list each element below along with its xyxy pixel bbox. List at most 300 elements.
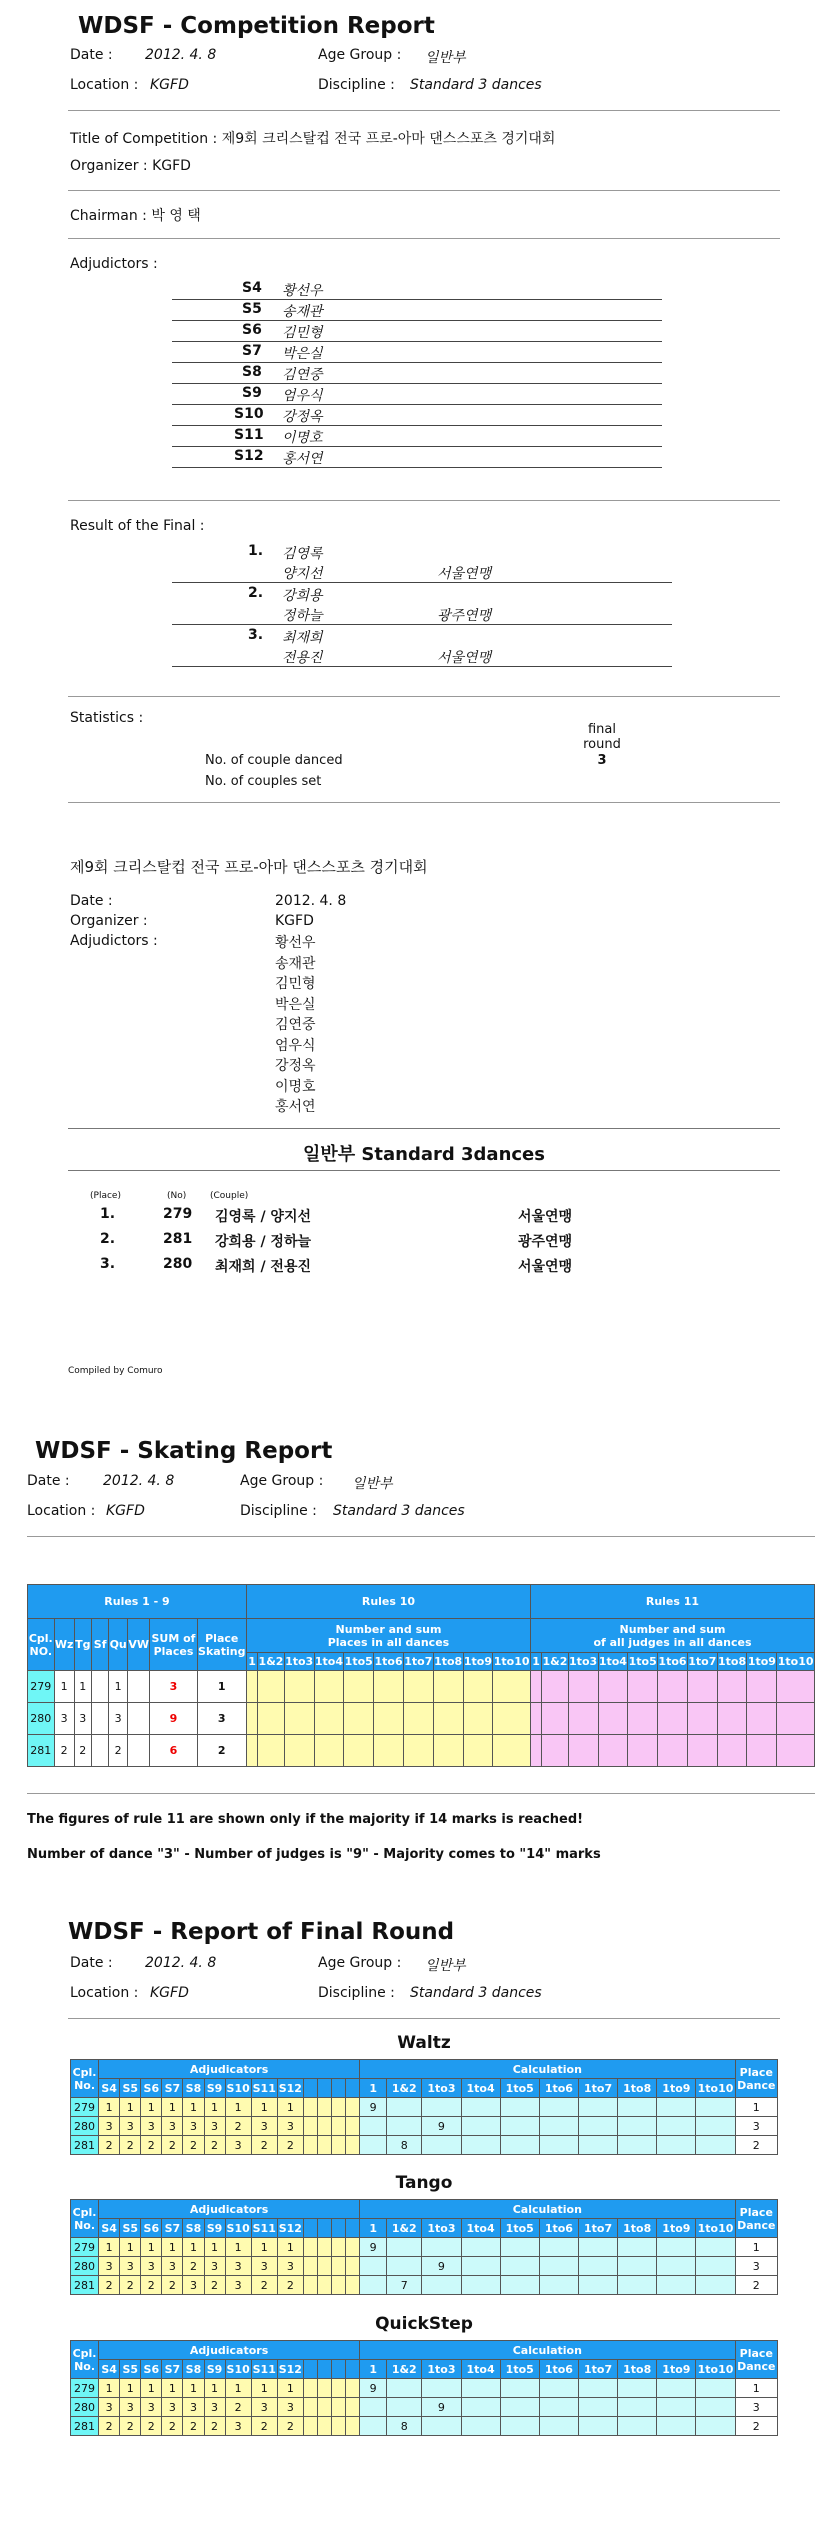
calc-cell bbox=[360, 2398, 387, 2417]
skating-wz: 1 bbox=[54, 1671, 74, 1703]
judge-col-header: S4 bbox=[99, 2219, 120, 2238]
skating-sum: 6 bbox=[150, 1735, 197, 1767]
calc-cell bbox=[696, 2136, 735, 2155]
result-club: 서울연맹 bbox=[437, 650, 492, 666]
judge-col-header: S5 bbox=[120, 2360, 141, 2379]
calc-cell bbox=[360, 2136, 387, 2155]
judge-mark: 3 bbox=[99, 2398, 120, 2417]
judge-mark: 2 bbox=[277, 2136, 303, 2155]
calc-col-header: 1to8 bbox=[618, 2079, 657, 2098]
rules-11-header: Rules 11 bbox=[530, 1585, 814, 1619]
calc-cell bbox=[500, 2136, 539, 2155]
summary-couple: 최재희 / 전용진 bbox=[215, 1259, 312, 1275]
calc-cell bbox=[500, 2117, 539, 2136]
couple-no: 279 bbox=[71, 2379, 99, 2398]
r11-col: 1to9 bbox=[747, 1653, 777, 1671]
calc-cell bbox=[578, 2417, 617, 2436]
calc-col-header: 1to6 bbox=[539, 2360, 578, 2379]
summary-place: 2. bbox=[100, 1231, 116, 1247]
report2-title: WDSF - Skating Report bbox=[35, 1438, 333, 1464]
calc-cell bbox=[461, 2257, 500, 2276]
calc-cell: 9 bbox=[422, 2257, 461, 2276]
summary-heading: 일반부 Standard 3dances bbox=[303, 1144, 545, 1165]
calc-cell bbox=[539, 2417, 578, 2436]
calc-cell bbox=[500, 2417, 539, 2436]
judge-mark: 1 bbox=[120, 2379, 141, 2398]
r10-col: 1to9 bbox=[463, 1653, 493, 1671]
judge-mark: 3 bbox=[183, 2117, 204, 2136]
r11-col: 1&2 bbox=[542, 1653, 569, 1671]
judge-mark: 1 bbox=[251, 2098, 277, 2117]
skating-sum: 9 bbox=[150, 1703, 197, 1735]
place-dance: 2 bbox=[735, 2417, 777, 2436]
place-dance-header: Place Dance bbox=[735, 2341, 777, 2379]
empty-judge-cell bbox=[346, 2136, 360, 2155]
adjudicator-name: 강정옥 bbox=[282, 409, 323, 425]
result-lead: 강희용 bbox=[282, 588, 323, 604]
adjudicator-row bbox=[172, 301, 662, 321]
divider bbox=[27, 1536, 815, 1537]
empty-judge-cell bbox=[317, 2417, 331, 2436]
chairman-value: 박 영 택 bbox=[151, 208, 201, 224]
report2-location: KGFD bbox=[106, 1503, 145, 1519]
skating-vw bbox=[127, 1671, 150, 1703]
judge-mark: 2 bbox=[183, 2136, 204, 2155]
skating-table bbox=[27, 1584, 815, 1767]
calc-cell bbox=[539, 2136, 578, 2155]
divider bbox=[68, 2018, 780, 2019]
calc-cell bbox=[696, 2098, 735, 2117]
adjudicator-code: S9 bbox=[242, 385, 262, 401]
summary-adjudicator: 이명호 bbox=[275, 1078, 316, 1095]
summary-adjudicator: 송재관 bbox=[275, 955, 316, 972]
calc-cell: 9 bbox=[360, 2238, 387, 2257]
skating-sf bbox=[91, 1671, 108, 1703]
judge-mark: 3 bbox=[277, 2398, 303, 2417]
summary-adjudicator: 김연중 bbox=[275, 1017, 316, 1033]
judge-mark: 3 bbox=[251, 2117, 277, 2136]
adjudicator-row bbox=[172, 448, 662, 468]
adjudicator-row bbox=[172, 427, 662, 447]
result-club: 광주연맹 bbox=[437, 608, 492, 624]
calc-cell bbox=[578, 2257, 617, 2276]
judge-col-header: S9 bbox=[204, 2079, 225, 2098]
dance-title: QuickStep bbox=[375, 2314, 473, 2334]
judge-mark: 3 bbox=[225, 2257, 251, 2276]
adjudicator-code: S7 bbox=[242, 343, 262, 359]
skating-tg: 1 bbox=[74, 1671, 91, 1703]
final-round-table bbox=[70, 2059, 778, 2155]
summary-adjudicator: 박은실 bbox=[275, 996, 316, 1013]
place-dance: 3 bbox=[735, 2117, 777, 2136]
calc-cell bbox=[657, 2136, 696, 2155]
calc-cell bbox=[696, 2117, 735, 2136]
col-cpl-no: Cpl. NO. bbox=[28, 1619, 55, 1671]
skating-sf bbox=[91, 1703, 108, 1735]
calc-cell bbox=[539, 2117, 578, 2136]
calc-cell bbox=[539, 2379, 578, 2398]
summary-col-no: (No) bbox=[167, 1191, 187, 1201]
summary-adjudicator: 강정옥 bbox=[275, 1058, 316, 1074]
calc-col-header: 1to10 bbox=[696, 2219, 735, 2238]
calc-cell bbox=[618, 2276, 657, 2295]
calc-cell bbox=[387, 2117, 422, 2136]
summary-adjudicator: 황선우 bbox=[275, 935, 316, 951]
report1-location: KGFD bbox=[150, 77, 189, 93]
summary-place: 3. bbox=[100, 1256, 116, 1272]
place-dance: 1 bbox=[735, 2238, 777, 2257]
r10-col: 1to7 bbox=[403, 1653, 433, 1671]
result-lead: 김영록 bbox=[282, 546, 323, 562]
dance-title: Tango bbox=[395, 2173, 453, 2193]
calc-cell: 9 bbox=[422, 2398, 461, 2417]
rules-1-9-header: Rules 1 - 9 bbox=[28, 1585, 247, 1619]
chairman-label: Chairman : bbox=[70, 208, 152, 224]
couple-no: 281 bbox=[71, 2136, 99, 2155]
calc-cell bbox=[387, 2257, 422, 2276]
r10-col: 1to6 bbox=[374, 1653, 404, 1671]
calc-col-header: 1to9 bbox=[657, 2360, 696, 2379]
judge-mark: 2 bbox=[120, 2417, 141, 2436]
report2-age-label: Age Group : bbox=[240, 1473, 324, 1489]
empty-judge-cell bbox=[317, 2098, 331, 2117]
col-sum: SUM of Places bbox=[150, 1619, 197, 1671]
couple-no: 279 bbox=[71, 2098, 99, 2117]
skating-sf bbox=[91, 1735, 108, 1767]
adjudicator-code: S6 bbox=[242, 322, 262, 338]
judge-mark: 2 bbox=[141, 2417, 162, 2436]
couple-no: 281 bbox=[71, 2417, 99, 2436]
organizer-value: KGFD bbox=[152, 158, 191, 174]
skating-place: 2 bbox=[197, 1735, 247, 1767]
skating-qu: 2 bbox=[109, 1735, 128, 1767]
judge-mark: 1 bbox=[277, 2098, 303, 2117]
adjudicator-name: 황선우 bbox=[282, 283, 323, 299]
empty-judge-cell bbox=[332, 2238, 346, 2257]
calc-cell bbox=[461, 2276, 500, 2295]
summary-organizer-label: Organizer : bbox=[70, 913, 148, 929]
adjudicator-name: 홍서연 bbox=[282, 451, 323, 467]
calc-cell bbox=[461, 2238, 500, 2257]
place-dance: 3 bbox=[735, 2398, 777, 2417]
judge-col-header: S8 bbox=[183, 2079, 204, 2098]
report3-date: 2012. 4. 8 bbox=[145, 1955, 217, 1971]
report3-age: 일반부 bbox=[425, 1958, 466, 1974]
calc-cell bbox=[500, 2238, 539, 2257]
adjudicators-header: Adjudicators bbox=[99, 2341, 360, 2360]
calc-cell bbox=[578, 2276, 617, 2295]
report1-age: 일반부 bbox=[425, 50, 466, 66]
final-round-row bbox=[71, 2379, 778, 2398]
result-label: Result of the Final : bbox=[70, 518, 205, 534]
calc-cell bbox=[696, 2276, 735, 2295]
empty-judge-cell bbox=[317, 2398, 331, 2417]
rules-10-header: Rules 10 bbox=[247, 1585, 531, 1619]
judge-col-header: S12 bbox=[277, 2360, 303, 2379]
col-vw: VW bbox=[127, 1619, 150, 1671]
empty-judge-cell bbox=[303, 2098, 317, 2117]
judge-mark: 2 bbox=[251, 2136, 277, 2155]
summary-col-place: (Place) bbox=[90, 1191, 121, 1201]
final-round-row bbox=[71, 2417, 778, 2436]
place-dance: 1 bbox=[735, 2098, 777, 2117]
calc-cell bbox=[539, 2276, 578, 2295]
calc-cell bbox=[618, 2136, 657, 2155]
calc-col-header: 1to7 bbox=[578, 2079, 617, 2098]
result-club: 서울연맹 bbox=[437, 566, 492, 582]
adjudicator-row bbox=[172, 385, 662, 405]
empty-judge-cell bbox=[346, 2238, 360, 2257]
judge-mark: 1 bbox=[225, 2098, 251, 2117]
report2-location-label: Location : bbox=[27, 1503, 96, 1519]
result-partner: 정하늘 bbox=[282, 608, 323, 624]
judge-mark: 3 bbox=[251, 2257, 277, 2276]
organizer-line bbox=[70, 158, 191, 174]
stats-row2-label: No. of couples set bbox=[205, 774, 322, 789]
calc-cell bbox=[618, 2379, 657, 2398]
place-dance: 2 bbox=[735, 2276, 777, 2295]
judge-mark: 2 bbox=[120, 2136, 141, 2155]
calc-col-header: 1to3 bbox=[422, 2079, 461, 2098]
empty-judge-cell bbox=[332, 2098, 346, 2117]
summary-adjudicator: 엄우식 bbox=[275, 1037, 316, 1054]
calc-col-header: 1&2 bbox=[387, 2079, 422, 2098]
judge-mark: 2 bbox=[251, 2417, 277, 2436]
result-place: 2. bbox=[248, 585, 264, 601]
judge-mark: 2 bbox=[99, 2136, 120, 2155]
r10-col: 1to4 bbox=[314, 1653, 344, 1671]
skating-tg: 2 bbox=[74, 1735, 91, 1767]
judge-col-header: S7 bbox=[162, 2079, 183, 2098]
skating-wz: 3 bbox=[54, 1703, 74, 1735]
judge-col-header: S4 bbox=[99, 2360, 120, 2379]
r11-col: 1to7 bbox=[687, 1653, 717, 1671]
judge-mark: 2 bbox=[183, 2257, 204, 2276]
final-round-table bbox=[70, 2199, 778, 2295]
toc-label: Title of Competition : bbox=[70, 131, 222, 147]
empty-judge-cell bbox=[303, 2117, 317, 2136]
skating-tg: 3 bbox=[74, 1703, 91, 1735]
empty-judge-cell bbox=[346, 2276, 360, 2295]
stats-column-header bbox=[572, 722, 632, 752]
judge-mark: 3 bbox=[141, 2117, 162, 2136]
judge-mark: 2 bbox=[162, 2276, 183, 2295]
calc-cell bbox=[578, 2238, 617, 2257]
judge-mark: 3 bbox=[277, 2257, 303, 2276]
report2-date-label: Date : bbox=[27, 1473, 70, 1489]
cpl-no-header: Cpl. No. bbox=[71, 2060, 99, 2098]
judge-mark: 3 bbox=[277, 2117, 303, 2136]
summary-adjudicator: 김민형 bbox=[275, 976, 316, 992]
calc-cell bbox=[360, 2417, 387, 2436]
skating-note-1: The figures of rule 11 are shown only if the majority if 14 marks is reached! bbox=[27, 1812, 584, 1827]
report3-date-label: Date : bbox=[70, 1955, 113, 1971]
r11-col: 1to4 bbox=[598, 1653, 628, 1671]
empty-judge-cell bbox=[303, 2238, 317, 2257]
adjudicator-row bbox=[172, 322, 662, 342]
calc-col-header: 1to3 bbox=[422, 2360, 461, 2379]
calc-cell bbox=[461, 2117, 500, 2136]
r10-col: 1to8 bbox=[433, 1653, 463, 1671]
empty-judge-cell bbox=[332, 2398, 346, 2417]
report3-discipline-label: Discipline : bbox=[318, 1985, 395, 2001]
divider bbox=[68, 500, 780, 501]
calc-cell bbox=[539, 2098, 578, 2117]
calc-cell bbox=[461, 2417, 500, 2436]
summary-no: 280 bbox=[163, 1256, 193, 1272]
calc-cell bbox=[578, 2379, 617, 2398]
empty-judge-cell bbox=[317, 2136, 331, 2155]
judge-mark: 3 bbox=[183, 2276, 204, 2295]
stats-column-header-line: round bbox=[583, 737, 621, 752]
calc-cell bbox=[657, 2098, 696, 2117]
calc-col-header: 1to4 bbox=[461, 2079, 500, 2098]
empty-judge-cell bbox=[346, 2117, 360, 2136]
calc-col-header: 1to9 bbox=[657, 2079, 696, 2098]
adjudicators-header: Adjudicators bbox=[99, 2060, 360, 2079]
calc-cell bbox=[500, 2098, 539, 2117]
skating-vw bbox=[127, 1735, 150, 1767]
result-lead: 최재희 bbox=[282, 630, 323, 646]
calc-col-header: 1 bbox=[360, 2219, 387, 2238]
calc-cell bbox=[539, 2238, 578, 2257]
calc-cell bbox=[360, 2117, 387, 2136]
judge-mark: 3 bbox=[162, 2398, 183, 2417]
calc-col-header: 1to3 bbox=[422, 2219, 461, 2238]
skating-qu: 3 bbox=[109, 1703, 128, 1735]
skating-row bbox=[28, 1671, 815, 1703]
judge-col-header: S8 bbox=[183, 2360, 204, 2379]
calculation-header: Calculation bbox=[360, 2060, 736, 2079]
judge-mark: 2 bbox=[183, 2417, 204, 2436]
judge-col-header: S5 bbox=[120, 2079, 141, 2098]
empty-judge-cell bbox=[332, 2257, 346, 2276]
empty-judge-cell bbox=[317, 2257, 331, 2276]
judge-mark: 3 bbox=[120, 2398, 141, 2417]
col-sf: Sf bbox=[91, 1619, 108, 1671]
calc-cell bbox=[618, 2098, 657, 2117]
cpl-no-header: Cpl. No. bbox=[71, 2341, 99, 2379]
judge-col-header: S11 bbox=[251, 2219, 277, 2238]
stats-row1-value: 3 bbox=[597, 753, 607, 768]
empty-judge-cell bbox=[346, 2379, 360, 2398]
calc-cell bbox=[422, 2098, 461, 2117]
stats-row1-label: No. of couple danced bbox=[205, 753, 343, 768]
rules-10-subheader bbox=[247, 1619, 531, 1653]
place-dance-header: Place Dance bbox=[735, 2060, 777, 2098]
judge-mark: 2 bbox=[204, 2136, 225, 2155]
adjudicator-code: S4 bbox=[242, 280, 262, 296]
final-round-row bbox=[71, 2276, 778, 2295]
calc-col-header: 1to8 bbox=[618, 2219, 657, 2238]
skating-cpl-no: 279 bbox=[28, 1671, 55, 1703]
judge-mark: 3 bbox=[251, 2398, 277, 2417]
empty-judge-cell bbox=[346, 2398, 360, 2417]
final-round-row bbox=[71, 2238, 778, 2257]
judge-mark: 3 bbox=[204, 2117, 225, 2136]
skating-row bbox=[28, 1703, 815, 1735]
calc-cell bbox=[657, 2398, 696, 2417]
report2-age: 일반부 bbox=[352, 1476, 393, 1492]
summary-club: 광주연맹 bbox=[518, 1234, 573, 1250]
calc-col-header: 1to6 bbox=[539, 2079, 578, 2098]
report3-age-label: Age Group : bbox=[318, 1955, 402, 1971]
r10-col: 1to3 bbox=[284, 1653, 314, 1671]
judge-mark: 3 bbox=[225, 2276, 251, 2295]
result-list bbox=[172, 543, 672, 667]
adjudicator-row bbox=[172, 364, 662, 384]
calc-cell bbox=[657, 2117, 696, 2136]
place-dance: 3 bbox=[735, 2257, 777, 2276]
judge-col-header: S4 bbox=[99, 2079, 120, 2098]
r11-col: 1to5 bbox=[628, 1653, 658, 1671]
summary-club: 서울연맹 bbox=[518, 1209, 573, 1225]
summary-club: 서울연맹 bbox=[518, 1259, 573, 1275]
summary-date: 2012. 4. 8 bbox=[275, 893, 347, 909]
calc-cell bbox=[500, 2276, 539, 2295]
empty-judge-cell bbox=[346, 2098, 360, 2117]
calc-cell: 9 bbox=[422, 2117, 461, 2136]
calc-cell bbox=[461, 2098, 500, 2117]
calc-cell bbox=[657, 2238, 696, 2257]
judge-mark: 1 bbox=[204, 2238, 225, 2257]
divider bbox=[68, 190, 780, 191]
judge-col-header: S7 bbox=[162, 2360, 183, 2379]
judge-col-header bbox=[346, 2079, 360, 2098]
calc-cell bbox=[500, 2257, 539, 2276]
judge-mark: 1 bbox=[162, 2098, 183, 2117]
calc-cell bbox=[618, 2117, 657, 2136]
final-round-row bbox=[71, 2117, 778, 2136]
toc-value: 제9회 크리스탈컵 전국 프로-아마 댄스스포츠 경기대회 bbox=[221, 131, 556, 147]
calc-col-header: 1to10 bbox=[696, 2079, 735, 2098]
skating-cpl-no: 281 bbox=[28, 1735, 55, 1767]
divider bbox=[68, 1170, 780, 1171]
summary-couple: 김영록 / 양지선 bbox=[215, 1209, 312, 1225]
judge-col-header bbox=[317, 2360, 331, 2379]
empty-judge-cell bbox=[332, 2276, 346, 2295]
calc-cell bbox=[387, 2238, 422, 2257]
judge-mark: 2 bbox=[251, 2276, 277, 2295]
judge-mark: 1 bbox=[183, 2098, 204, 2117]
report3-title: WDSF - Report of Final Round bbox=[68, 1919, 455, 1945]
judge-col-header: S10 bbox=[225, 2219, 251, 2238]
summary-place: 1. bbox=[100, 1206, 116, 1222]
adjudicators-label: Adjudictors : bbox=[70, 256, 158, 272]
judge-mark: 3 bbox=[204, 2257, 225, 2276]
stats-column-header-line: final bbox=[587, 722, 616, 737]
judge-mark: 1 bbox=[162, 2238, 183, 2257]
report3-location: KGFD bbox=[150, 1985, 189, 2001]
calc-cell: 7 bbox=[387, 2276, 422, 2295]
summary-col-couple: (Couple) bbox=[210, 1191, 249, 1201]
calc-cell: 9 bbox=[360, 2098, 387, 2117]
skating-qu: 1 bbox=[109, 1671, 128, 1703]
calc-cell bbox=[360, 2276, 387, 2295]
judge-mark: 1 bbox=[204, 2098, 225, 2117]
adjudicators-header: Adjudicators bbox=[99, 2200, 360, 2219]
adjudicator-row bbox=[172, 280, 662, 300]
judge-mark: 1 bbox=[120, 2238, 141, 2257]
calc-cell bbox=[461, 2379, 500, 2398]
judge-mark: 1 bbox=[141, 2379, 162, 2398]
judge-mark: 1 bbox=[183, 2379, 204, 2398]
calc-cell bbox=[539, 2257, 578, 2276]
summary-title: 제9회 크리스탈컵 전국 프로-아마 댄스스포츠 경기대회 bbox=[70, 858, 428, 876]
judge-col-header: S6 bbox=[141, 2360, 162, 2379]
couple-no: 280 bbox=[71, 2398, 99, 2417]
couple-no: 281 bbox=[71, 2276, 99, 2295]
